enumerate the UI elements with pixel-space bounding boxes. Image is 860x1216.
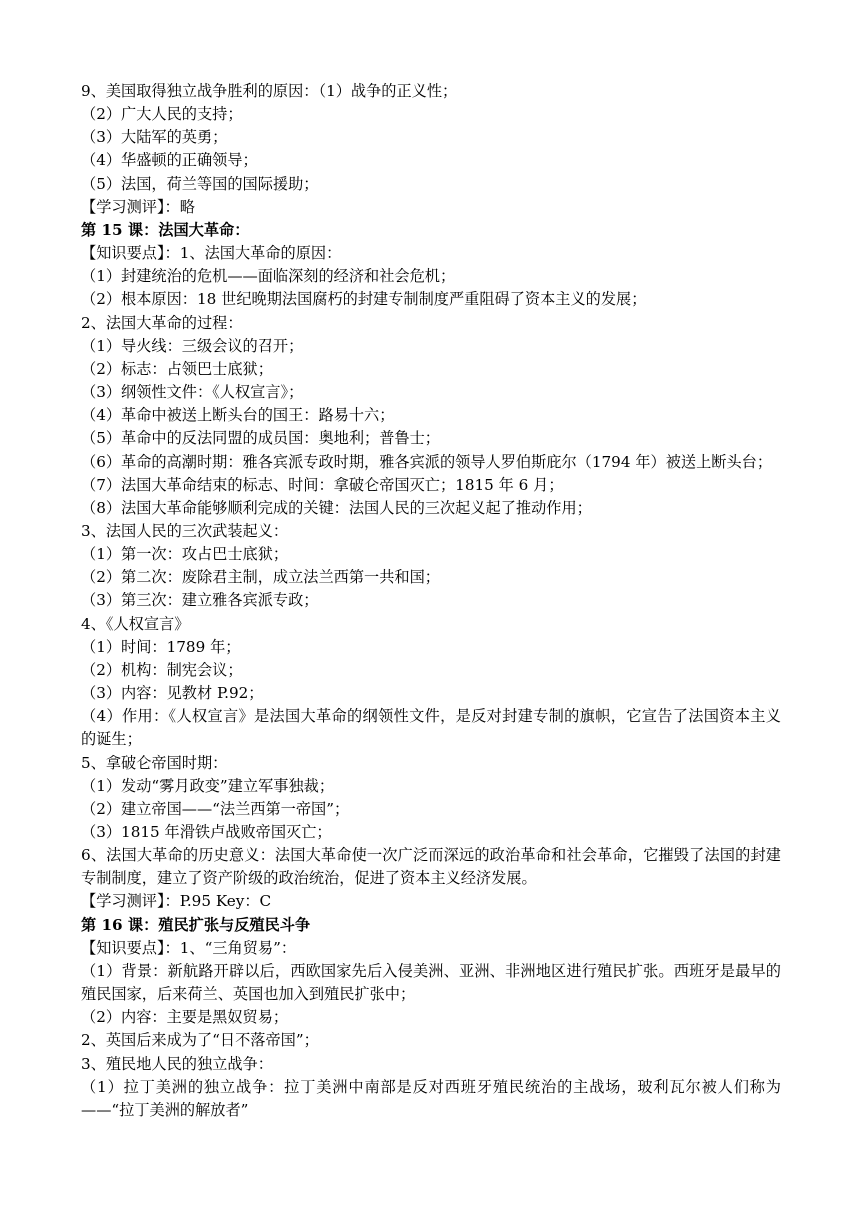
text-line: （5）法国，荷兰等国的国际援助； <box>81 174 319 193</box>
text-line: （1）封建统治的危机——面临深刻的经济和社会危机； <box>81 267 456 286</box>
text-line: （2）第二次：废除君主制，成立法兰西第一共和国； <box>81 568 440 587</box>
text-line: （3）1815 年滑铁卢战败帝国灭亡； <box>81 823 332 841</box>
text-line: 9、美国取得独立战争胜利的原因：（1）战争的正义性； <box>81 82 458 100</box>
text-line: 5、拿破仑帝国时期： <box>81 753 228 772</box>
text-line: （1）导火线：三级会议的召开； <box>81 336 304 355</box>
lesson-heading: 第 16 课：殖民扩张与反殖民斗争 <box>81 915 311 934</box>
text-line: （2）内容：主要是黑奴贸易； <box>81 1008 289 1027</box>
text-line: 6、法国大革命的历史意义：法国大革命使一次广泛而深远的政治革命和社会革命，它摧毁了法国的封建专制制度，建立了资产阶级的政治统治，促进了资本主义经济发展。 <box>81 846 781 888</box>
text-line: （2）广大人民的支持； <box>81 105 243 124</box>
text-line: （7）法国大革命结束的标志、时间：拿破仑帝国灭亡；1815 年 6 月； <box>81 475 564 494</box>
text-line: 2、法国大革命的过程： <box>81 313 243 332</box>
text-line: （8）法国大革命能够顺利完成的关键：法国人民的三次起义起了推动作用； <box>81 498 592 517</box>
text-line: （4）作用：《人权宣言》是法国大革命的纲领性文件，是反对封建专制的旗帜，它宣告了法国资本主义的诞生； <box>81 707 781 749</box>
text-line: （2）机构：制宪会议； <box>81 660 243 679</box>
lesson-heading: 第 15 课：法国大革命： <box>81 220 250 239</box>
text-line: （2）根本原因：18 世纪晚期法国腐朽的封建专制制度严重阻碍了资本主义的发展； <box>81 290 647 309</box>
text-line: （6）革命的高潮时期：雅各宾派专政时期，雅各宾派的领导人罗伯斯庇尔（1794 年）被送上断头台； <box>81 452 773 471</box>
text-line: （1）发动“雾月政变”建立军事独裁； <box>81 776 335 795</box>
text-line: （2）建立帝国——“法兰西第一帝国”； <box>81 799 350 818</box>
text-line: （3）大陆军的英勇； <box>81 128 228 147</box>
text-line: 【学习测评】：略 <box>81 197 195 216</box>
text-line: （1）背景：新航路开辟以后，西欧国家先后入侵美洲、亚洲、非洲地区进行殖民扩张。西班牙是最早的殖民国家，后来荷兰、英国也加入到殖民扩张中； <box>81 961 781 1004</box>
text-line: 【知识要点】：1、“三角贸易”： <box>81 938 297 957</box>
text-line: （4）革命中被送上断头台的国王：路易十六； <box>81 406 395 425</box>
text-line: （2）标志：占领巴士底狱； <box>81 359 273 378</box>
text-line: （4）华盛顿的正确领导； <box>81 151 258 170</box>
text-line: （3）第三次：建立雅各宾派专政； <box>81 591 319 610</box>
text-line: 3、殖民地人民的独立战争： <box>81 1054 273 1073</box>
text-line: （1）第一次：攻占巴士底狱； <box>81 545 289 564</box>
text-line: 【知识要点】：1、法国大革命的原因： <box>81 244 342 263</box>
text-line: （1）拉丁美洲的独立战争：拉丁美洲中南部是反对西班牙殖民统治的主战场，玻利瓦尔被人们称为——“拉丁美洲的解放者” <box>81 1077 781 1119</box>
text-line: （1）时间：1789 年； <box>81 637 241 656</box>
text-line: （5）革命中的反法同盟的成员国：奥地利；普鲁士； <box>81 429 440 448</box>
text-line: 2、英国后来成为了“日不落帝国”； <box>81 1031 319 1050</box>
text-line: 3、法国人民的三次武装起义： <box>81 521 289 540</box>
document-page <box>81 80 781 1122</box>
text-line: （3）纲领性文件：《人权宣言》； <box>81 383 304 402</box>
text-line: 4、《人权宣言》 <box>81 614 190 633</box>
text-line: （3）内容：见教材 P.92； <box>81 684 264 703</box>
text-line: 【学习测评】：P.95 Key：C <box>81 892 272 911</box>
